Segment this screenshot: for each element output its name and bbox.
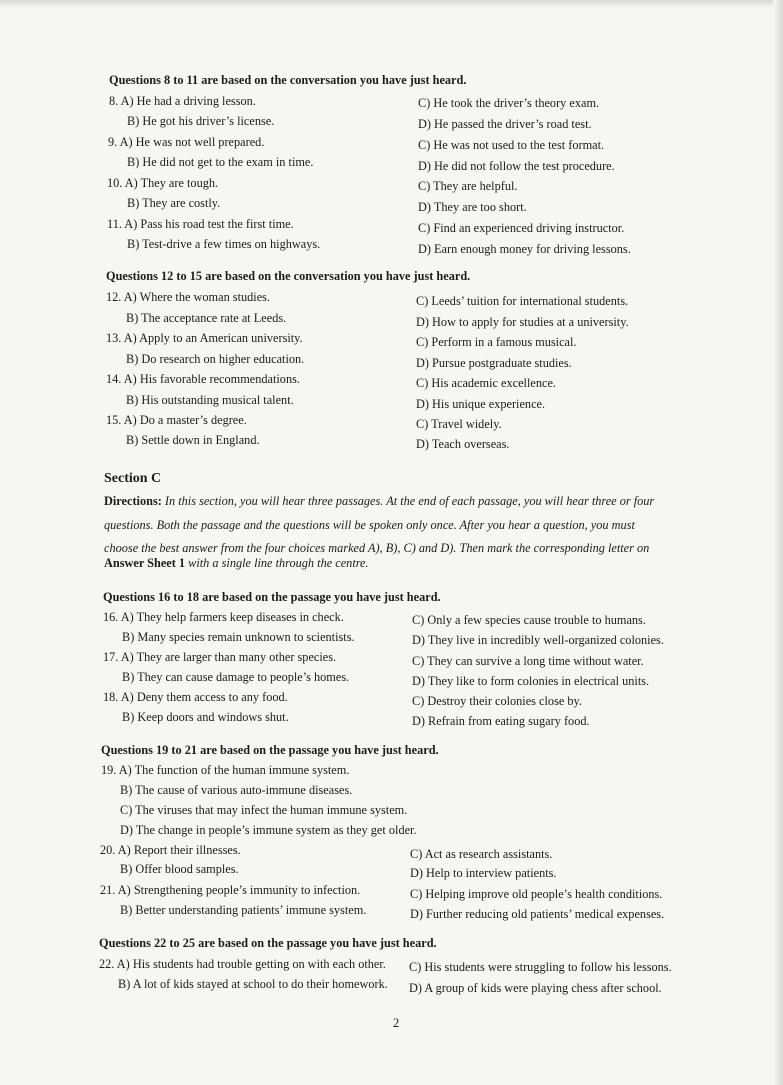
choice-left: 14. A) His favorable recommendations. xyxy=(106,372,300,386)
choice-right: C) They are helpful. xyxy=(418,179,518,193)
choice-right: D) A group of kids were playing chess after school. xyxy=(409,981,662,995)
choice-left: B) A lot of kids stayed at school to do their homework. xyxy=(118,977,388,991)
choice-left: B) They can cause damage to people’s homes. xyxy=(122,670,350,684)
choice-left: 16. A) They help farmers keep diseases in check. xyxy=(103,610,344,624)
choice-right: D) Earn enough money for driving lessons. xyxy=(418,242,631,256)
page-number: 2 xyxy=(393,1016,400,1030)
choice-left: B) He got his driver’s license. xyxy=(127,114,275,128)
choice-right: C) Travel widely. xyxy=(416,417,502,431)
choice-right: C) Leeds’ tuition for international students. xyxy=(416,294,629,308)
choice-left: B) Settle down in England. xyxy=(126,433,260,447)
choice-right: C) Destroy their colonies close by. xyxy=(412,694,582,708)
choice-left: B) Many species remain unknown to scientists. xyxy=(122,630,355,644)
choice-right: D) They like to form colonies in electrical units. xyxy=(412,674,650,688)
choice-right: C) Helping improve old people’s health conditions. xyxy=(410,887,663,901)
choice-left: 11. A) Pass his road test the first time. xyxy=(107,217,294,231)
directions-line xyxy=(104,494,654,509)
choice-right: D) They live in incredibly well-organized colonies. xyxy=(412,633,664,647)
directions-label: Directions: xyxy=(104,494,162,508)
choice-left: B) Better understanding patients’ immune system. xyxy=(120,903,367,917)
choice-left: 10. A) They are tough. xyxy=(107,176,219,190)
choice-right: D) How to apply for studies at a university. xyxy=(416,315,629,329)
question-group-heading: Questions 19 to 21 are based on the passage you have just heard. xyxy=(101,743,439,757)
choice-full: B) The cause of various auto-immune diseases. xyxy=(120,783,353,797)
choice-right: C) His students were struggling to follow his lessons. xyxy=(409,960,672,974)
choice-right: C) Only a few species cause trouble to humans. xyxy=(412,613,646,627)
section-title: Section C xyxy=(104,471,162,486)
choice-right: D) Pursue postgraduate studies. xyxy=(416,356,572,370)
choice-right: D) He did not follow the test procedure. xyxy=(418,159,615,173)
directions-line: choose the best answer from the four choices marked A), B), C) and D). Then mark the corresponding letter on xyxy=(104,541,650,555)
choice-left: 22. A) His students had trouble getting on with each other. xyxy=(99,957,386,971)
choice-right: D) His unique experience. xyxy=(416,397,546,411)
question-group-heading: Questions 12 to 15 are based on the conversation you have just heard. xyxy=(106,269,471,283)
choice-full: 19. A) The function of the human immune system. xyxy=(101,763,350,777)
choice-left: 20. A) Report their illnesses. xyxy=(100,843,241,857)
choice-left: 13. A) Apply to an American university. xyxy=(106,331,303,345)
choice-full: D) The change in people’s immune system as they get older. xyxy=(120,823,417,837)
choice-left: 12. A) Where the woman studies. xyxy=(106,290,271,304)
choice-left: B) They are costly. xyxy=(127,196,221,210)
choice-right: C) Perform in a famous musical. xyxy=(416,335,577,349)
choice-left: B) He did not get to the exam in time. xyxy=(127,155,314,169)
answer-sheet-label: Answer Sheet 1 xyxy=(104,556,186,570)
choice-left: 18. A) Deny them access to any food. xyxy=(103,690,288,704)
question-group-heading: Questions 22 to 25 are based on the passage you have just heard. xyxy=(99,936,437,950)
choice-left: B) Offer blood samples. xyxy=(120,862,239,876)
choice-left: 8. A) He had a driving lesson. xyxy=(109,94,256,108)
choice-right: C) He was not used to the test format. xyxy=(418,138,605,152)
choice-left: 21. A) Strengthening people’s immunity to infection. xyxy=(100,883,361,897)
choice-left: B) The acceptance rate at Leeds. xyxy=(126,311,287,325)
choice-right: D) Help to interview patients. xyxy=(410,866,557,880)
choice-right: D) Refrain from eating sugary food. xyxy=(412,714,590,728)
choice-full: C) The viruses that may infect the human immune system. xyxy=(120,803,408,817)
choice-right: C) Find an experienced driving instructor. xyxy=(418,221,625,235)
choice-right: C) Act as research assistants. xyxy=(410,847,553,861)
directions-line: questions. Both the passage and the questions will be spoken only once. After you hear a question, you must xyxy=(104,518,635,532)
choice-right: C) They can survive a long time without water. xyxy=(412,654,644,668)
choice-left: 9. A) He was not well prepared. xyxy=(108,135,265,149)
choice-left: B) His outstanding musical talent. xyxy=(126,393,294,407)
choice-right: C) He took the driver’s theory exam. xyxy=(418,96,600,110)
choice-right: D) He passed the driver’s road test. xyxy=(418,117,592,131)
choice-left: 17. A) They are larger than many other species. xyxy=(103,650,337,664)
choice-right: D) They are too short. xyxy=(418,200,527,214)
choice-right: C) His academic excellence. xyxy=(416,376,556,390)
choice-left: B) Do research on higher education. xyxy=(126,352,305,366)
choice-right: D) Further reducing old patients’ medical expenses. xyxy=(410,907,665,921)
choice-left: B) Test-drive a few times on highways. xyxy=(127,237,321,251)
directions-line xyxy=(104,556,369,571)
choice-right: D) Teach overseas. xyxy=(416,437,510,451)
directions-text: In this section, you will hear three passages. At the end of each passage, you will hear three or four xyxy=(164,494,655,508)
choice-left: B) Keep doors and windows shut. xyxy=(122,710,289,724)
question-group-heading: Questions 16 to 18 are based on the passage you have just heard. xyxy=(103,590,441,604)
question-group-heading: Questions 8 to 11 are based on the conversation you have just heard. xyxy=(109,73,467,87)
directions-text: with a single line through the centre. xyxy=(185,556,369,570)
choice-left: 15. A) Do a master’s degree. xyxy=(106,413,247,427)
